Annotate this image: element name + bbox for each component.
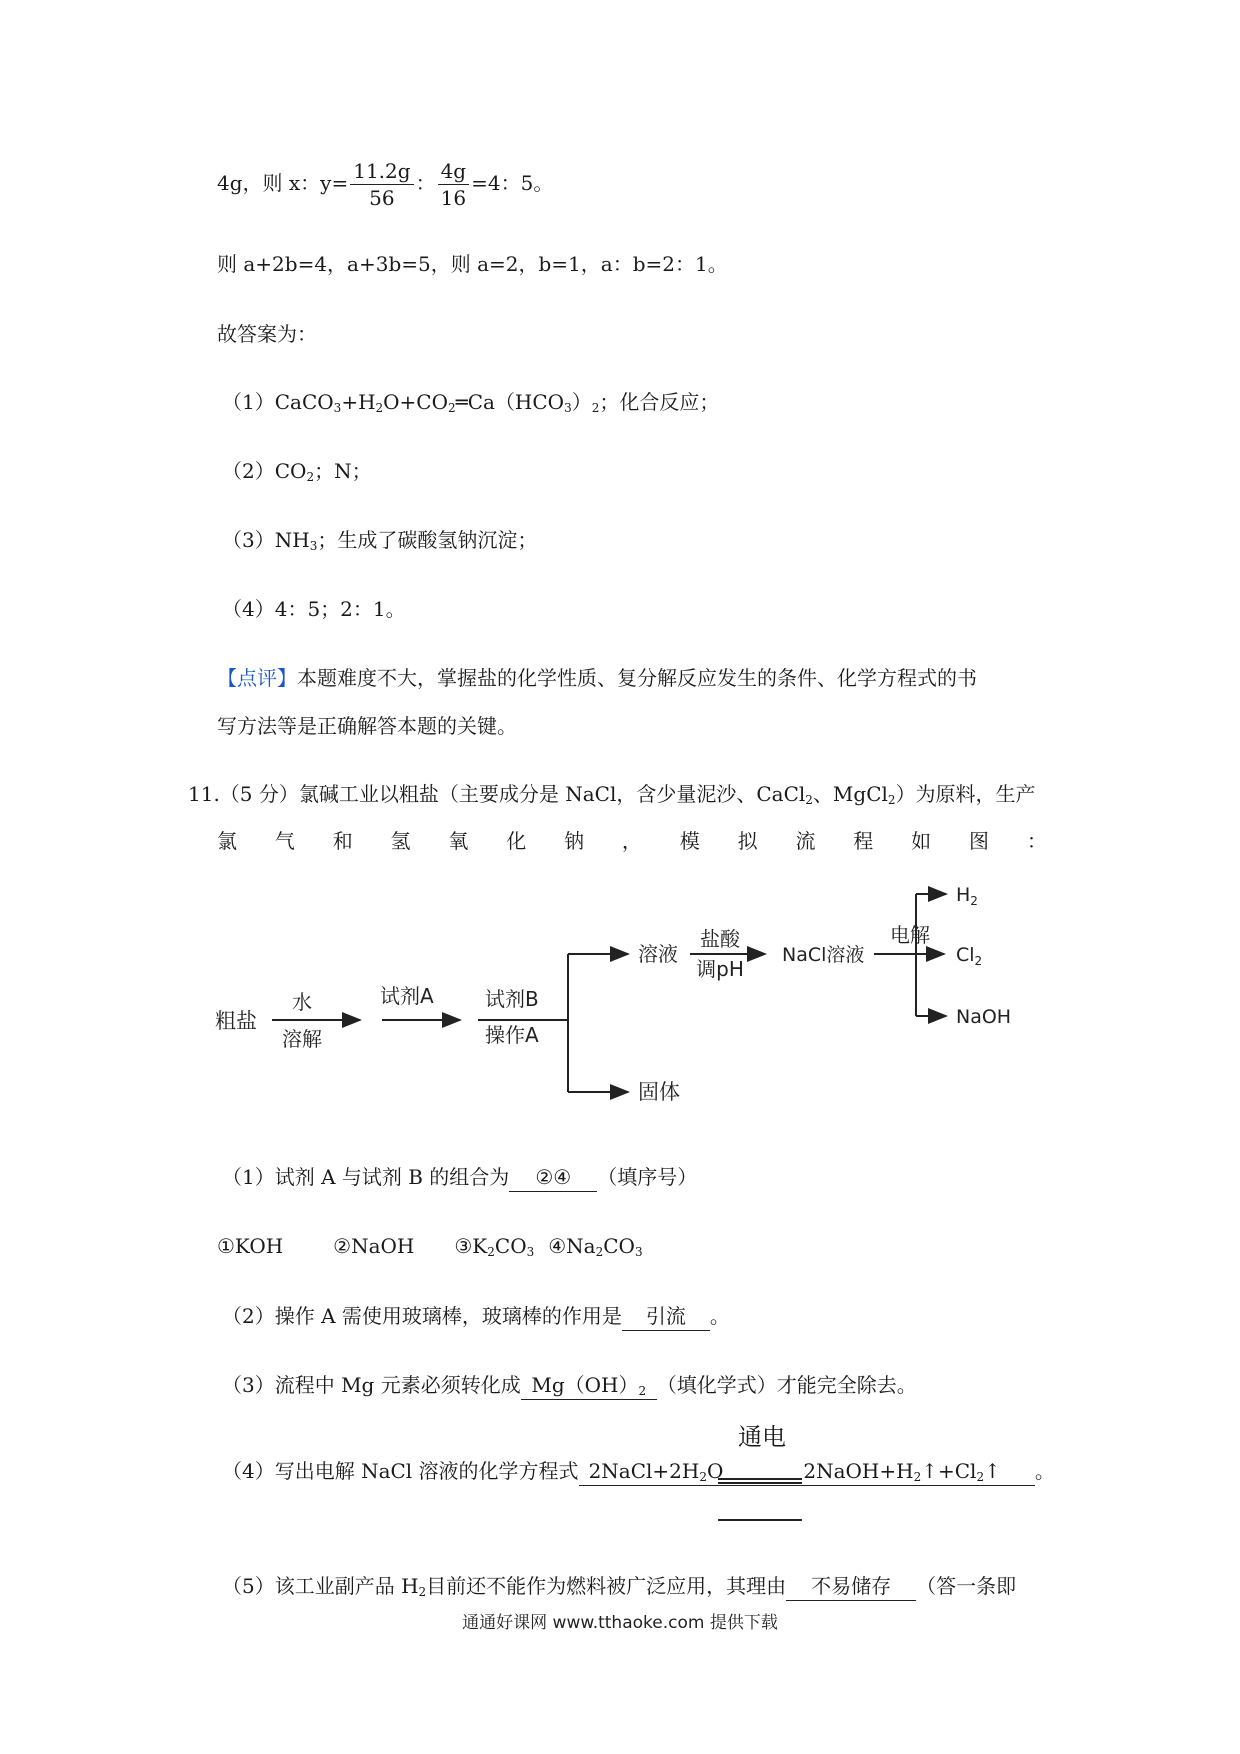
subscript: 2 [976, 1470, 985, 1484]
subscript: 2 [591, 401, 600, 415]
h2-symbol: H [956, 884, 971, 906]
option-3-text: CO [494, 1234, 527, 1258]
naoh-product: NaOH [956, 1006, 1012, 1028]
fraction-2 [438, 158, 470, 211]
answer-blank-5: 不易储存 [786, 1572, 916, 1601]
equals-sign-top [718, 1478, 802, 1480]
subquestion-2 [222, 1302, 730, 1331]
page-footer: 通通好课网 www.tthaoke.com 提供下载 [462, 1613, 778, 1633]
subscript: 2 [448, 401, 456, 415]
h2-product [956, 884, 978, 908]
operation-a-label: 操作A [485, 1023, 539, 1047]
answer-2 [222, 457, 372, 485]
adjust-ph-label: 调pH [696, 957, 744, 981]
subscript: 3 [309, 539, 318, 553]
condition-underline [718, 1519, 802, 1521]
spread-char: 和 [332, 829, 353, 853]
subquestion-4 [222, 1457, 1055, 1486]
subscript: 2 [418, 1585, 427, 1599]
subquestion-4-text: （4）写出电解 NaCl 溶液的化学方程式 [222, 1459, 579, 1483]
option-3-text: ③K [454, 1234, 488, 1258]
spread-char: ： [1026, 829, 1047, 853]
intro-text: 、MgCl [812, 782, 888, 806]
spread-char: 钠 [564, 829, 585, 853]
spread-char: 化 [506, 829, 527, 853]
subquestion-5-text: （答一条即 [916, 1574, 1017, 1598]
option-3 [454, 1234, 534, 1258]
option-2: ②NaOH [333, 1234, 415, 1258]
solid-label: 固体 [638, 1080, 680, 1104]
subscript: 3 [333, 401, 342, 415]
calc-prefix: 4g，则 x：y= [217, 171, 349, 195]
subscript: 2 [595, 1245, 604, 1259]
subscript: 3 [634, 1245, 643, 1259]
subquestion-3-text: （填化学式）才能完全除去。 [656, 1373, 917, 1397]
spread-char: ， [621, 829, 642, 853]
fraction-1 [350, 158, 413, 211]
comment-line-2: 写方法等是正确解答本题的关键。 [217, 714, 517, 738]
option-4-text: CO [603, 1234, 635, 1258]
equals-sign-bottom [718, 1482, 802, 1484]
subscript: 2 [699, 1470, 707, 1484]
subscript: 2 [375, 401, 384, 415]
subquestion-2-text: （2）操作 A 需使用玻璃棒，玻璃棒的作用是 [222, 1304, 622, 1328]
answer-heading: 故答案为： [217, 322, 317, 346]
spread-char: 图 [968, 829, 989, 853]
nacl-solution-label: NaCl溶液 [782, 944, 865, 966]
intro-text: 11.（5 分）氯碱工业以粗盐（主要成分是 NaCl，含少量泥沙、CaCl [188, 782, 806, 806]
options-line [217, 1232, 643, 1260]
subscript: 2 [970, 894, 978, 908]
comment-text: 本题难度不大，掌握盐的化学性质、复分解反应发生的条件、化学方程式的书 [297, 666, 977, 690]
calc-line [217, 158, 553, 211]
spread-char: 模 [679, 829, 700, 853]
subscript: 3 [526, 1245, 535, 1259]
intro-text: ）为原料，生产 [895, 782, 1036, 806]
option-4-text: ④Na [548, 1234, 596, 1258]
answer-3-text: NH [274, 528, 310, 552]
answer-1-text: ；化合反应； [599, 390, 720, 414]
cl2-product [956, 944, 982, 968]
subscript: 2 [638, 1384, 647, 1398]
subquestion-4-text: 。 [1034, 1459, 1055, 1483]
subscript: 3 [564, 401, 572, 415]
answer-1-text: O+CO [383, 390, 449, 414]
equation-rhs: ↑ [984, 1459, 1001, 1483]
comment-tag: 【点评】 [217, 666, 297, 690]
answer-1-label: （1） [222, 390, 275, 414]
answer-1-text: CaCO [274, 390, 334, 414]
process-flow-diagram [210, 870, 1070, 1140]
subscript: 2 [306, 470, 315, 484]
water-label: 水 [292, 990, 312, 1014]
answer-3-label: （3） [222, 528, 275, 552]
answer-1-text: ═Ca（HCO [455, 390, 565, 414]
reagent-b-label: 试剂B [485, 987, 539, 1011]
subquestion-1 [222, 1163, 697, 1192]
spread-char: 如 [911, 829, 932, 853]
calc-result: =4：5。 [471, 171, 554, 195]
spread-char: 程 [853, 829, 874, 853]
question-11-intro-line-2 [217, 827, 1047, 855]
spread-char: 流 [795, 829, 816, 853]
equation-rhs: ↑+Cl [921, 1459, 977, 1483]
subquestion-3 [222, 1371, 917, 1400]
subquestion-5-text: （5）该工业副产品 H [222, 1574, 419, 1598]
answer-4: （4）4：5；2：1。 [222, 597, 406, 621]
subscript: 2 [487, 1245, 495, 1259]
equation-lhs: 2NaCl+2H [588, 1459, 700, 1483]
subquestion-1-text: （填序号） [597, 1165, 698, 1189]
spread-char: 气 [274, 829, 295, 853]
subscript: 2 [913, 1470, 922, 1484]
spread-char: 拟 [737, 829, 758, 853]
subquestion-2-text: 。 [709, 1304, 730, 1328]
answer-blank-3-text: Mg（OH） [531, 1373, 639, 1397]
answer-2-label: （2） [222, 459, 275, 483]
fraction-2-numerator: 4g [438, 158, 470, 185]
electrolysis-label: 电解 [890, 923, 930, 947]
spread-char: 氯 [217, 829, 237, 853]
answer-blank-3 [521, 1371, 657, 1400]
subquestion-5-text: 目前还不能作为燃料被广泛应用，其理由 [426, 1574, 787, 1598]
answer-3 [222, 526, 537, 554]
subquestion-1-text: （1）试剂 A 与试剂 B 的组合为 [222, 1165, 510, 1189]
subscript: 2 [887, 793, 896, 807]
spread-char: 氢 [390, 829, 411, 853]
option-4 [548, 1234, 642, 1258]
spread-char: 氧 [448, 829, 469, 853]
equation-lhs: O [706, 1459, 724, 1483]
answer-blank-1: ②④ [509, 1163, 597, 1192]
answer-blank-2: 引流 [622, 1302, 710, 1331]
fraction-2-denominator: 16 [440, 186, 467, 210]
question-11-intro [188, 780, 1036, 808]
answer-3-text: ；生成了碳酸氢钠沉淀； [317, 528, 538, 552]
fraction-1-denominator: 56 [369, 186, 395, 210]
fraction-1-numerator: 11.2g [350, 158, 413, 185]
answer-2-text: ；N； [314, 459, 372, 483]
crude-salt-label: 粗盐 [215, 1009, 257, 1033]
subquestion-5 [222, 1572, 1016, 1601]
subscript: 2 [974, 954, 983, 968]
answer-blank-4 [579, 1457, 1035, 1486]
hcl-label: 盐酸 [700, 927, 740, 951]
answer-1-text: ） [571, 390, 592, 414]
reagent-a-label: 试剂A [380, 984, 434, 1008]
comment-line-1 [217, 664, 977, 692]
answer-2-text: CO [274, 459, 307, 483]
line-ab: 则 a+2b=4，a+3b=5，则 a=2，b=1，a：b=2：1。 [217, 252, 728, 276]
solution-label: 溶液 [638, 942, 678, 966]
option-1: ①KOH [217, 1234, 284, 1258]
dissolve-label: 溶解 [282, 1027, 322, 1051]
answer-1-text: +H [341, 390, 376, 414]
calc-colon: ： [415, 171, 436, 195]
reaction-condition: 通电 [738, 1423, 786, 1451]
equation-rhs: 2NaOH+H [803, 1459, 914, 1483]
answer-1 [222, 388, 719, 416]
subscript: 2 [805, 793, 813, 807]
subquestion-3-text: （3）流程中 Mg 元素必须转化成 [222, 1373, 521, 1397]
cl2-symbol: Cl [956, 944, 975, 966]
